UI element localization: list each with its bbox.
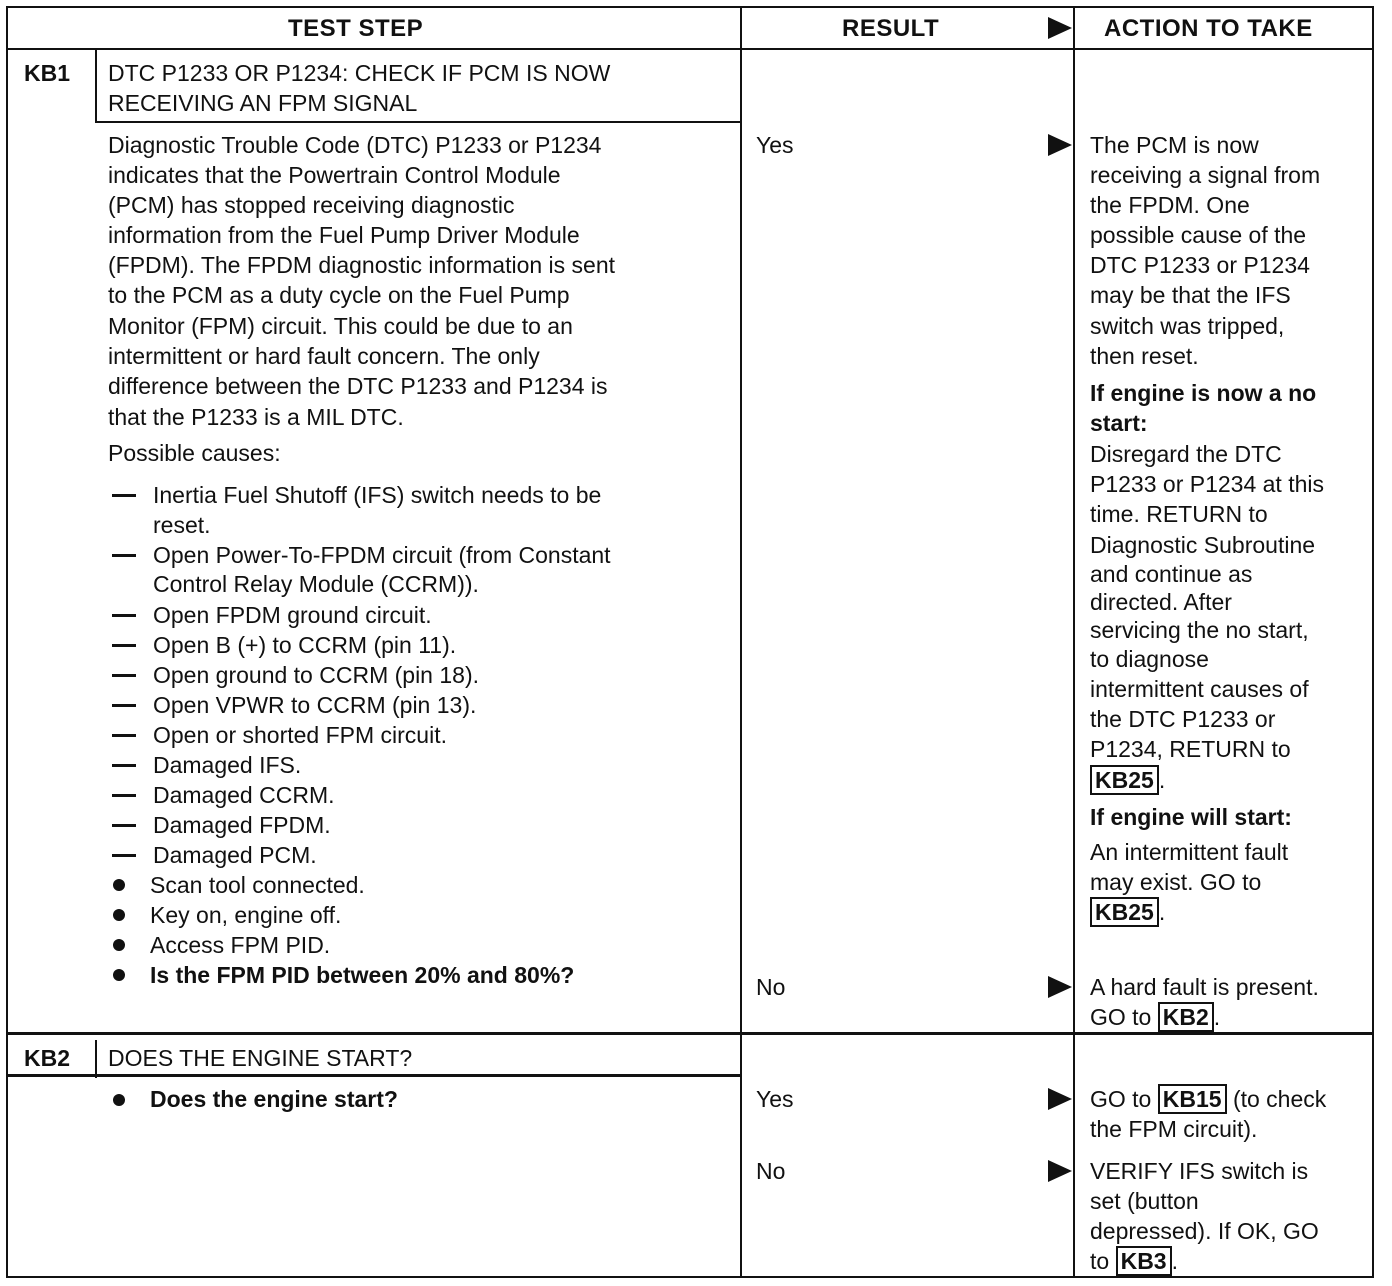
kb15-ref-link[interactable]: KB15 [1158,1084,1227,1114]
no-start-heading: If engine is now a no [1090,380,1317,406]
desc-line: (PCM) has stopped receiving diagnostic [108,192,515,218]
kb2-yes-action-line1 [1090,1084,1326,1114]
kb1-bottom-rule [8,1032,1372,1035]
cause-item: Open B (+) to CCRM (pin 11). [153,632,457,658]
kb1-title-line1: DTC P1233 OR P1234: CHECK IF PCM IS NOW [108,60,611,86]
kb1-no-arrow-icon [1048,976,1072,998]
action-line: time. RETURN to [1090,501,1268,527]
step-item: Key on, engine off. [150,902,342,928]
kb2-step-item: Does the engine start? [150,1086,398,1112]
kb1-step-id: KB1 [24,60,71,86]
action-line: Diagnostic Subroutine [1090,532,1316,558]
kb2-no-action-line: VERIFY IFS switch is [1090,1158,1309,1184]
step-id-divider-kb2 [95,1040,97,1078]
desc-line: (FPDM). The FPDM diagnostic information is sent [108,252,616,278]
kb2-yes-arrow-icon [1048,1088,1072,1110]
go-to-text: GO to [1090,1004,1152,1030]
desc-line: that the P1233 is a MIL DTC. [108,404,404,430]
dash-icon [112,794,136,797]
cause-item: Open or shorted FPM circuit. [153,722,447,748]
possible-causes-label: Possible causes: [108,440,281,466]
diagnostic-table [6,6,1374,1278]
dash-icon [112,674,136,677]
kb1-no-action-line1: A hard fault is present. [1090,974,1319,1000]
cause-item: Open ground to CCRM (pin 18). [153,662,479,688]
kb3-ref-link[interactable]: KB3 [1116,1246,1172,1276]
action-line: may be that the IFS [1090,282,1291,308]
desc-line: information from the Fuel Pump Driver Module [108,222,580,248]
check-text: (to check [1232,1086,1327,1112]
will-start-heading: If engine will start: [1090,804,1292,830]
dash-icon [112,614,136,617]
header-bottom-rule [8,48,1372,50]
cause-item: Damaged CCRM. [153,782,335,808]
action-line: the FPDM. One [1090,192,1250,218]
bullet-icon [113,909,125,921]
desc-line: intermittent or hard fault concern. The only [108,343,540,369]
action-line: P1234, RETURN to [1090,736,1291,762]
kb2-no-arrow-icon [1048,1160,1072,1182]
kb1-yes-arrow-icon [1048,134,1072,156]
kb2-no-action-ref-line: to KB3 . [1090,1248,1178,1274]
cause-item: reset. [153,512,211,538]
cause-item: Inertia Fuel Shutoff (IFS) switch needs to be [153,482,602,508]
to-text: to [1090,1248,1110,1274]
kb2-result-no: No [756,1158,786,1184]
cause-item: Open Power-To-FPDM circuit (from Constant [153,542,611,568]
header-arrow-icon [1048,17,1072,39]
kb1-title-rule [95,121,740,123]
dash-icon [112,704,136,707]
ref-line: KB25 . [1090,765,1165,795]
no-start-heading: start: [1090,410,1148,436]
kb2-yes-action-line2: the FPM circuit). [1090,1116,1258,1142]
dash-icon [112,494,136,497]
cause-item: Control Relay Module (CCRM)). [153,571,479,597]
kb25-ref-link[interactable]: KB25 [1090,765,1159,795]
action-line: then reset. [1090,343,1199,369]
kb2-no-action-line: set (button [1090,1188,1199,1214]
cause-item: Damaged PCM. [153,842,317,868]
go-to-text: GO to [1090,1086,1152,1112]
kb1-title-line2: RECEIVING AN FPM SIGNAL [108,90,418,116]
action-line: receiving a signal from [1090,162,1321,188]
action-line: and continue as [1090,561,1253,587]
kb2-step-id: KB2 [24,1045,71,1071]
header-action: ACTION TO TAKE [1104,15,1313,42]
bullet-icon [113,939,125,951]
kb25-ref-link[interactable]: KB25 [1090,897,1159,927]
kb1-result-yes: Yes [756,132,794,158]
kb2-title: DOES THE ENGINE START? [108,1045,413,1071]
dash-icon [112,554,136,557]
header-result: RESULT [842,15,940,42]
desc-line: difference between the DTC P1233 and P1234 is [108,373,608,399]
dash-icon [112,824,136,827]
kb1-no-action-line2: GO to KB2 . [1090,1004,1221,1030]
dash-icon [112,644,136,647]
bullet-icon [113,969,125,981]
action-line: servicing the no start, [1090,617,1309,643]
cause-item: Damaged FPDM. [153,812,331,838]
step-item: Access FPM PID. [150,932,331,958]
cause-item: Open FPDM ground circuit. [153,602,432,628]
step-item-question: Is the FPM PID between 20% and 80%? [150,962,575,988]
bullet-icon [113,879,125,891]
dash-icon [112,734,136,737]
action-line: The PCM is now [1090,132,1259,158]
kb2-no-action-line: depressed). If OK, GO [1090,1218,1319,1244]
action-column-divider [1073,8,1075,1276]
desc-line: Monitor (FPM) circuit. This could be due to an [108,313,573,339]
action-line: possible cause of the [1090,222,1307,248]
kb2-ref-link[interactable]: KB2 [1158,1002,1214,1032]
action-line: directed. After [1090,589,1232,615]
result-column-divider [740,8,742,1276]
action-line: may exist. GO to [1090,869,1262,895]
action-line: P1233 or P1234 at this [1090,471,1324,497]
dash-icon [112,854,136,857]
desc-line: to the PCM as a duty cycle on the Fuel Pump [108,282,570,308]
cause-item: Open VPWR to CCRM (pin 13). [153,692,477,718]
step-id-divider [95,50,97,123]
kb1-result-no: No [756,974,786,1000]
action-line: DTC P1233 or P1234 [1090,252,1310,278]
step-item: Scan tool connected. [150,872,365,898]
desc-line: Diagnostic Trouble Code (DTC) P1233 or P1234 [108,132,602,158]
kb2-result-yes: Yes [756,1086,794,1112]
header-test-step: TEST STEP [288,15,424,42]
action-line: Disregard the DTC [1090,441,1282,467]
ref-line: KB25 . [1090,897,1165,927]
dash-icon [112,764,136,767]
kb2-title-rule [8,1074,740,1077]
action-line: switch was tripped, [1090,313,1285,339]
action-line: the DTC P1233 or [1090,706,1276,732]
action-line: to diagnose [1090,646,1209,672]
action-line: intermittent causes of [1090,676,1309,702]
bullet-icon [113,1094,125,1106]
desc-line: indicates that the Powertrain Control Module [108,162,561,188]
cause-item: Damaged IFS. [153,752,302,778]
action-line: An intermittent fault [1090,839,1289,865]
